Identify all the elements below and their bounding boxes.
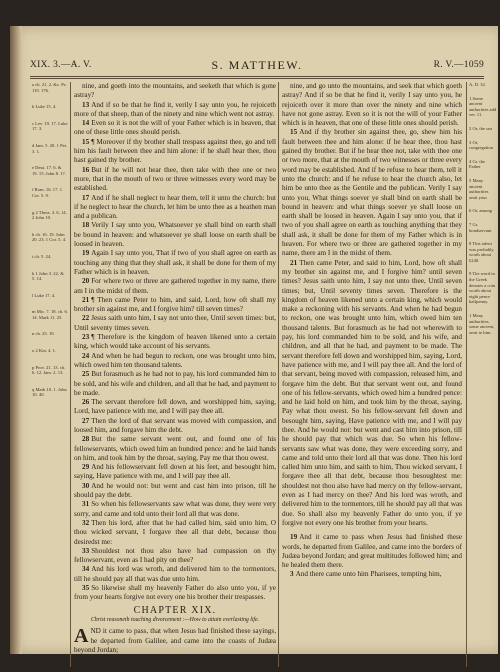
- margin-note: f Rom. 16. 17. 1 Cor. 5. 9.: [32, 187, 62, 198]
- verse: [74, 119, 276, 138]
- kjv-chapter-verses: [74, 627, 276, 672]
- left-margin-references: [32, 82, 68, 409]
- kjv-chapter-title: CHAPTER XIX.: [133, 604, 217, 616]
- verse-text: And his fellowservant fell down at his feet, and besought him, saying, Have patience with me, and I will pay thee all.: [74, 463, 276, 481]
- verse: [282, 570, 462, 579]
- kjv-verse-list: [74, 82, 276, 603]
- margin-note: 2 Or, the sea: [469, 125, 493, 131]
- margin-note: 4 Gr. the Father: [469, 158, 485, 170]
- margin-note: h ch. 16. 19. John 20. 23. 1 Cor. 5. 4.: [32, 231, 67, 243]
- verse: [74, 398, 276, 417]
- verse-text: And if he shall neglect to hear them, tell it unto the church: but if he neglect to hear the church, let him be unto thee as a heathen man and a publican.: [74, 193, 276, 221]
- verse-text: ¶ The Pharisees also came unto him, tempting him,: [87, 664, 235, 672]
- verse-number: 2: [82, 655, 86, 664]
- verse-number: 3: [82, 664, 86, 672]
- verse-number: 18: [82, 221, 90, 230]
- verse: [74, 500, 276, 519]
- margin-note: 1 Some ancient authorities add ver. 11.: [469, 95, 497, 118]
- rv-chapter-verses: [282, 533, 462, 579]
- verse-text: And if thy brother sin against thee, go, shew him his fault between thee and him alone: if he hear thee, thou hast gained thy brother. But if he hear thee not, take with thee one or two more, that at the mouth of two witnesses or three every word may be established. And if he refuse to hear them, tell it unto the church: and if he refuse to hear the church also, let him be unto thee as the Gentile and the publican. Verily I say unto you, What things soever ye shall bind on earth shall be bound in heaven: and what things soever ye shall loose on earth shall be loosed in heaven. Again I say unto you, that if two of you shall agree on earth as touching anything that they shall ask, it shall be done for them of my Father which is in heaven. For where two or three are gathered together in my name, there am I in the midst of them.: [282, 128, 462, 258]
- verse-number: 19: [290, 533, 298, 542]
- header-rule-double: [30, 78, 484, 79]
- margin-note: A. D. 32.: [469, 82, 486, 87]
- verse: [74, 627, 276, 655]
- header-book-title: S. MATTHEW.: [211, 58, 303, 72]
- verse: [74, 417, 276, 436]
- verse: [74, 166, 276, 194]
- header-right: R. V.—1059: [433, 60, 484, 70]
- drop-cap: A: [74, 625, 89, 648]
- verse-text: Then the lord of that servant was moved with compassion, and loosed him, and forgave him the debt.: [74, 416, 276, 434]
- kjv-chapter-summary: Christ reasoneth touching divorcement :—How to attain everlasting life.: [90, 616, 260, 623]
- margin-note: 1 Many authorities, some ancient, omit to him.: [469, 313, 495, 335]
- verse-number: 33: [82, 546, 90, 555]
- verse-text: Then came Peter, and said to him, Lord, how oft shall my brother sin against me, and I forgive him? until seven times? Jesus saith unto him, I say not unto thee, Until seven times; but, Until seventy times seven. Therefore is the kingdom of heaven likened unto a certain king, which would make a reckoning with his servants. And when he had begun to reckon, one was brought unto him, which owed him ten thousand talents. But forasmuch as he had not wherewith to pay, his lord commanded him to be sold, and his wife, and children, and all that he had, and payment to be made. The servant therefore fell down and worshipped him, saying, Lord, have patience with me, and I will pay thee all. And the lord of that servant, being moved with compassion, released him, and forgave him the debt. But that servant went out, and found one of his fellow-servants, which owed him a hundred pence: and he laid hold on him, and took him by the throat, saying, Pay what thou owest. So his fellow-servant fell down and besought him, saying, Have patience with me, and I will pay thee. And he would not: but went and cast him into prison, till he should pay that which was due. So when his fellow-servants saw what was done, they were exceeding sorry, and came and told unto their lord all that was done. Then his lord called him unto him, and saith to him, Thou wicked servant, I forgave thee all that debt, because thou besoughtest me: shouldest not thou also have had mercy on thy fellow-servant, even as I had mercy on thee? And his lord was wroth, and delivered him to the tormentors, till he should pay all that was due. So shall also my heavenly Father do unto you, if ye forgive not every one his brother from your hearts.: [282, 258, 462, 527]
- verse-number: 20: [82, 277, 90, 286]
- verse-text: nine, and goeth into the mountains, and seeketh that which is gone astray?: [74, 82, 276, 100]
- margin-note: k 1 John 3. 22. & 5. 14.: [32, 270, 64, 282]
- verse: [74, 435, 276, 463]
- margin-note: o 2 Kin. 4. 1.: [32, 348, 57, 354]
- verse: [74, 314, 276, 333]
- verse-text: But the same servant went out, and found one of his fellowservants, which owed him an hundred pence: and he laid hands on him, and took him by the throat, saying, Pay me that thou owest.: [74, 435, 276, 462]
- right-margin-notes: [469, 82, 497, 343]
- verse: [74, 584, 276, 603]
- verse: [74, 463, 276, 482]
- verse-text: But if he will not hear thee, then take with thee one or two more, that in the mouth of two or three witnesses every word may be established.: [74, 165, 276, 193]
- verse-text: ¶ Therefore is the kingdom of heaven likened unto a certain king, which would take account of his servants.: [74, 333, 276, 351]
- verse-number: 30: [82, 481, 90, 490]
- rv-verse-list: [282, 82, 462, 528]
- verse: [74, 277, 276, 296]
- verse-text: Shouldest not thou also have had compassion on thy fellowservant, even as I had pity on thee?: [74, 546, 276, 565]
- verse-text: Verily I say unto you, Whatsoever ye shall bind on earth shall be bound in heaven: and whatsoever ye shall loose on earth shall be loosed in heaven.: [74, 221, 276, 249]
- rv-column: [282, 82, 462, 672]
- verse-text: And great multitudes followed him; and he healed them there.: [87, 655, 267, 664]
- margin-note: q Mark 10. 1. John 10. 40.: [32, 386, 67, 398]
- verse: [74, 221, 276, 249]
- verse-text: Even so it is not the will of your Father which is in heaven, that one of these little ones should perish.: [74, 119, 276, 137]
- verse-text: For where two or three are gathered together in my name, there am I in the midst of them.: [74, 277, 276, 295]
- verse: [74, 655, 276, 664]
- verse-text: Again I say unto you, That if two of you shall agree on earth as touching any thing that they shall ask, it shall be done for them of my Father which is in heaven.: [74, 249, 276, 276]
- margin-note: 5 Many ancient authorities omit your: [469, 177, 489, 200]
- verse: [74, 370, 276, 398]
- verse-number: 15: [82, 137, 90, 146]
- margin-note: 9 The word in the Greek denotes a coin worth about eight pence halfpenny.: [469, 271, 496, 305]
- margin-note: 7 Gr. bondservant: [469, 221, 492, 233]
- verse-text: Then his lord, after that he had called him, said unto him, O thou wicked servant, I forgave thee all that debt, because thou desiredst me:: [74, 518, 276, 546]
- verse: [74, 664, 276, 672]
- verse: [74, 82, 276, 101]
- verse-number: 22: [82, 314, 90, 323]
- verse-number: 21: [82, 295, 90, 304]
- verse-number: 27: [82, 416, 90, 425]
- verse: [74, 519, 276, 547]
- margin-note: 3 Or, congregation: [469, 139, 493, 151]
- verse-number: 24: [82, 351, 90, 360]
- verse-text: ¶ Moreover if thy brother shall trespass against thee, go and tell him his fault between thee and him alone: if he shall hear thee, thou hast gained thy brother.: [74, 137, 276, 165]
- margin-note: g 2 Thess. 3. 6, 14. 2 John 10.: [32, 209, 67, 221]
- header-rule: [30, 76, 484, 77]
- column-divider-right: [466, 82, 467, 667]
- verse: [74, 296, 276, 315]
- verse: [74, 565, 276, 584]
- verse-number: 25: [82, 370, 90, 379]
- margin-note: l Luke 17. 4.: [32, 292, 56, 298]
- verse-number: 15: [290, 128, 298, 137]
- margin-note: b Luke 15. 4.: [32, 104, 57, 110]
- verse-number: 21: [290, 258, 298, 267]
- verse-text: So when his fellowservants saw what was done, they were very sorry, and came and told unto their lord all that was done.: [74, 500, 276, 518]
- margin-note: p Prov. 21. 13. ch. 6. 12. Jam. 2. 13.: [32, 364, 66, 376]
- margin-note: a ch. 21. 2. &c. Ps. 119. 176.: [32, 82, 67, 93]
- verse-number: 3: [290, 570, 294, 579]
- verse: [282, 128, 462, 258]
- page-header: [30, 56, 484, 74]
- margin-note: e Deut. 17. 6. & 19. 15. John 8. 17.: [32, 165, 66, 176]
- verse-text: nine, and go unto the mountains, and seek that which goeth astray? And if so be that he find it, verily I say unto you, he rejoiceth over it more than over the ninety and nine which have not gone astray. Even so it is not the will of your Father which is in heaven, that one of these little ones should perish.: [282, 82, 462, 128]
- verse-text: And when he had begun to reckon, one was brought unto him, which owed him ten thousand talents.: [74, 351, 276, 369]
- margin-note: 6 Or, among: [469, 208, 492, 214]
- verse-text: But forasmuch as he had not to pay, his lord commanded him to be sold, and his wife and children, and all that he had, and payment to be made.: [74, 370, 276, 397]
- verse-text: And his lord was wroth, and delivered him to the tormentors, till he should pay all that was due unto him.: [74, 565, 276, 583]
- margin-note: d Jam. 5. 20. 1 Pet. 3. 1.: [32, 142, 68, 154]
- verse-number: 19: [82, 249, 90, 258]
- verse-text: And he would not: but went and cast him into prison, till he should pay the debt.: [74, 481, 276, 500]
- verse: [74, 482, 276, 501]
- verse-number: 14: [82, 119, 90, 128]
- header-left: XIX. 3.—A. V.: [30, 60, 92, 70]
- margin-note: n ch. 25. 19.: [32, 331, 55, 337]
- verse: [282, 82, 462, 128]
- book-gutter: [10, 26, 22, 654]
- verse-text: And there came unto him Pharisees, tempting him,: [295, 570, 442, 579]
- margin-note: 8 This talent was probably worth about £240.: [469, 241, 494, 263]
- verse: [282, 533, 462, 570]
- verse-number: 13: [82, 100, 90, 109]
- verse: [74, 101, 276, 120]
- verse-text: ND it came to pass, that when Jesus had finished these sayings, he departed from Galilee, and came into the coasts of Judæa beyond Jordan;: [74, 627, 276, 654]
- kjv-column: [74, 82, 276, 672]
- verse-number: 34: [82, 565, 90, 574]
- verse: [74, 547, 276, 566]
- column-divider-center: [278, 82, 279, 667]
- column-divider-left: [70, 82, 71, 667]
- verse-number: 31: [82, 500, 90, 509]
- verse-number: 28: [82, 435, 90, 444]
- margin-note: i ch. 5. 24.: [32, 253, 52, 259]
- verse: [74, 138, 276, 166]
- verse-number: 35: [82, 584, 90, 593]
- verse: [74, 352, 276, 371]
- verse: [74, 194, 276, 222]
- verse: [282, 259, 462, 529]
- margin-note: c Lev. 19. 17. Luke 17. 3.: [32, 120, 68, 132]
- bible-page: [10, 26, 498, 672]
- verse-text: Jesus saith unto him, I say not unto thee, Until seven times: but, Until seventy times seven.: [74, 314, 276, 332]
- verse-number: 32: [82, 518, 90, 527]
- verse: [74, 333, 276, 352]
- margin-note: m Mic. 7. 18. ch. 6. 14. Mark 11. 25.: [32, 309, 68, 320]
- verse-text: ¶ Then came Peter to him, and said, Lord, how oft shall my brother sin against me, and I forgive him? till seven times?: [74, 295, 276, 314]
- verse-text: And it came to pass when Jesus had finished these words, he departed from Galilee, and came into the borders of Judæa beyond Jordan; and great multitudes followed him; and he healed them there.: [282, 533, 462, 570]
- verse-text: The servant therefore fell down, and worshipped him, saying, Lord, have patience with me, and I will pay thee all.: [74, 398, 276, 416]
- verse-number: 29: [82, 463, 90, 472]
- verse: [74, 249, 276, 277]
- verse-number: 16: [82, 165, 90, 174]
- verse-text: And if so be that he find it, verily I say unto you, he rejoiceth more of that sheep, than of the ninety and nine which went not astray.: [74, 100, 276, 118]
- verse-text: So likewise shall my heavenly Father do also unto you, if ye from your hearts forgive not every one his brother their trespasses.: [74, 584, 276, 602]
- verse-number: 26: [82, 398, 90, 407]
- verse-number: 23: [82, 333, 90, 342]
- verse-number: 17: [82, 193, 90, 202]
